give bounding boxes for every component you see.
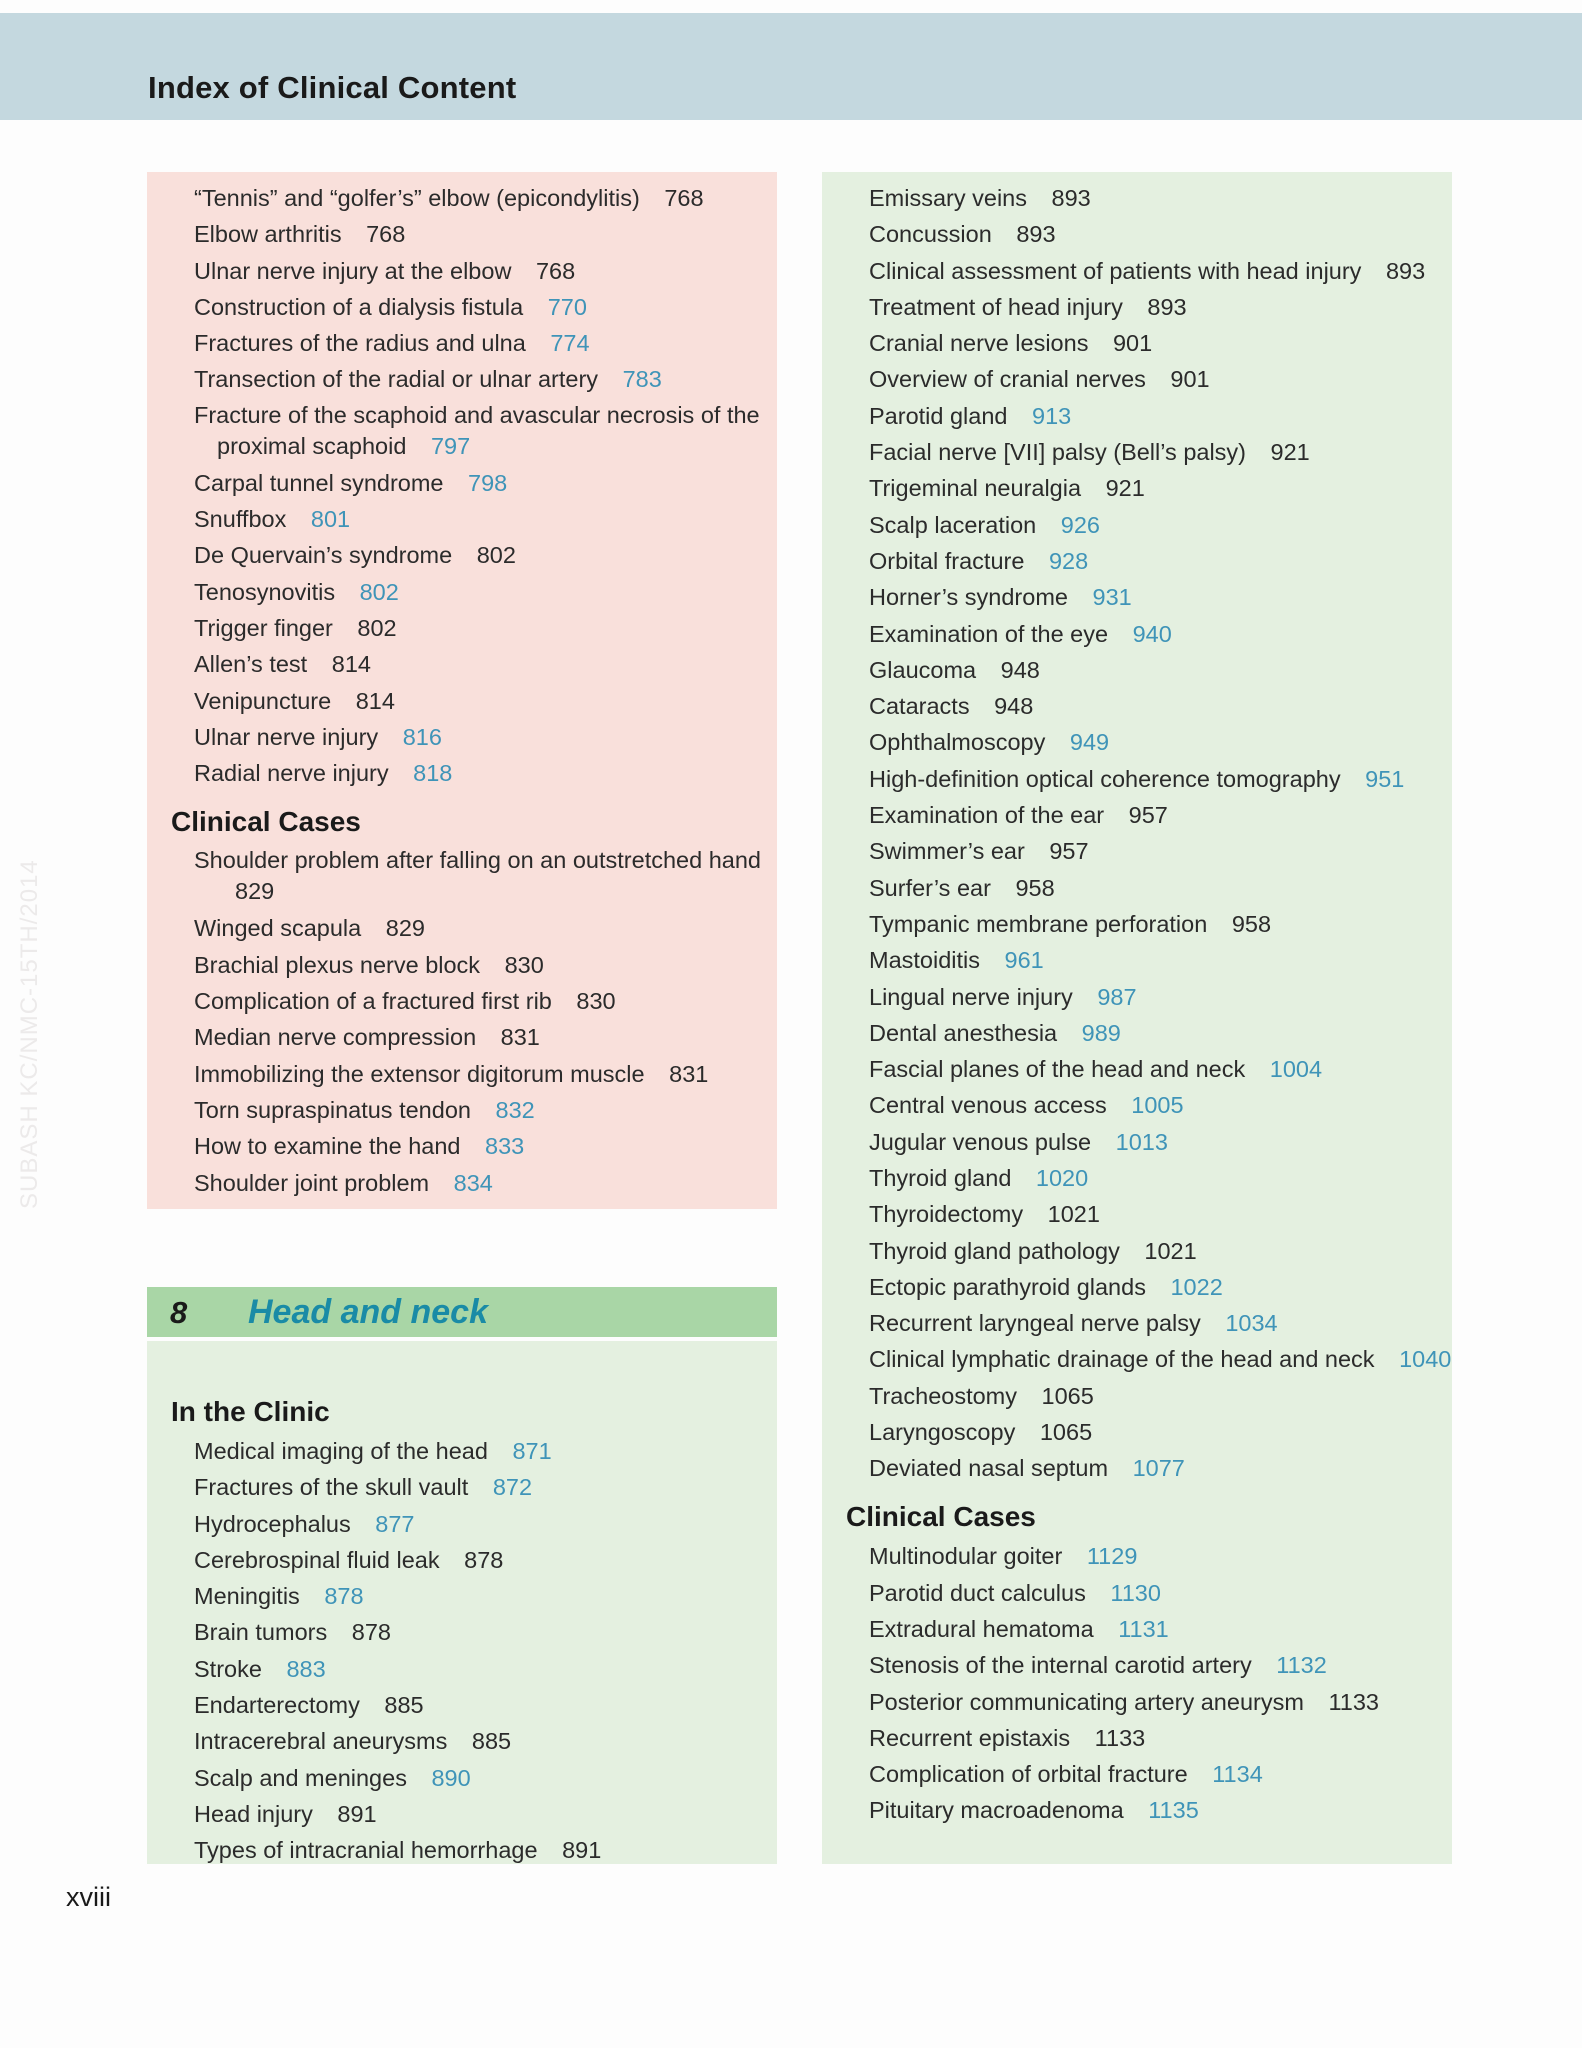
index-entry [147,1019,777,1055]
index-entry [822,180,1452,216]
index-entry [147,1128,777,1164]
index-entry-page: 829 [235,878,275,905]
index-entry-text: Scalp and meninges [194,1764,407,1791]
index-entry [822,1611,1452,1647]
index-entry-page[interactable]: 987 [1097,983,1137,1010]
index-entry [147,1469,777,1505]
index-entry-text: Cataracts [869,693,970,720]
index-entry [147,216,777,252]
index-entry-page: 891 [562,1837,602,1864]
index-entry-text: Complication of orbital fracture [869,1761,1188,1788]
index-entry-text: Torn supraspinatus tendon [194,1096,471,1123]
index-entry-page: 958 [1231,910,1272,937]
index-entry-text: Fractures of the radius and ulna [194,330,526,357]
page-number: xviii [66,1882,111,1912]
index-entry-text: Elbow arthritis [194,221,342,248]
index-entry [822,761,1452,797]
index-entry [147,1433,777,1469]
index-entry-text: Tracheostomy [869,1382,1018,1409]
index-entry-page[interactable]: 1013 [1115,1128,1168,1155]
index-entry-page[interactable]: 801 [310,506,351,533]
index-entry-text: Trigger finger [194,614,333,641]
index-entry-page[interactable]: 1004 [1269,1056,1323,1083]
section-heading: In the Clinic [171,1396,330,1427]
index-entry-page: 885 [471,1728,512,1755]
index-entry-page: 831 [669,1060,709,1087]
index-entry-text: Surfer’s ear [869,874,991,901]
index-entry-page: 1065 [1041,1382,1094,1409]
index-entry-text: “Tennis” and “golfer’s” elbow (epicondylitis) [194,185,640,211]
index-entry-page: 878 [351,1619,391,1646]
index-entry [147,1614,777,1650]
index-entry-page: 921 [1105,475,1145,502]
index-entry-page[interactable]: 1131 [1118,1615,1169,1642]
index-entry-page[interactable]: 774 [550,330,590,357]
chapter-heading-bar [147,1287,777,1337]
index-entry [822,1647,1452,1683]
index-entry [822,616,1452,652]
index-entry [822,1051,1452,1087]
index-entry-text: Ulnar nerve injury [194,723,379,750]
index-entry-page[interactable]: 798 [468,469,508,496]
index-entry-page: 893 [1016,221,1056,248]
index-entry-text: Radial nerve injury [194,760,389,787]
index-entry-text: Treatment of head injury [869,293,1123,320]
index-entry-text: Median nerve compression [194,1024,477,1051]
index-entry [147,610,777,646]
index-entry [822,361,1452,397]
index-entry-page[interactable]: 1129 [1086,1543,1138,1570]
index-entry-page[interactable]: 1022 [1170,1273,1223,1300]
index-entry [822,470,1452,506]
index-entry [822,1792,1452,1828]
index-entry-page: 957 [1049,838,1089,865]
index-entry [822,1269,1452,1305]
index-entry [147,361,777,397]
index-entry-text: Clinical assessment of patients with head injury [869,257,1362,284]
index-entry-page: 814 [355,687,395,714]
index-entry-page[interactable]: 1020 [1035,1165,1089,1192]
index-entry-text: Central venous access [869,1092,1107,1119]
index-entry-text: Lingual nerve injury [869,983,1073,1010]
index-entry [147,1165,777,1201]
index-entry [147,910,777,946]
index-entry [822,652,1452,688]
index-entry-page: 1133 [1328,1688,1379,1715]
index-entry-page[interactable]: 1134 [1212,1761,1263,1788]
index-entry-text: Examination of the eye [869,620,1109,647]
index-entry-text: Winged scapula [194,915,362,942]
index-entry-page[interactable]: 1040 [1399,1345,1452,1372]
index-entry [147,755,777,791]
index-entry-page[interactable]: 834 [453,1169,493,1196]
index-list-right [822,180,1452,1829]
index-entry [822,1342,1452,1378]
index-entry-text: Cranial nerve lesions [869,330,1089,357]
index-entry [147,1092,777,1128]
index-entry-page: 768 [535,257,576,284]
index-entry-page: 901 [1112,330,1153,357]
index-entry-page: 1021 [1047,1201,1100,1228]
index-entry-text: Stroke [194,1655,262,1682]
index-entry-page[interactable]: 1034 [1225,1310,1278,1337]
index-entry [147,1056,777,1092]
index-entry-page[interactable]: 989 [1081,1019,1121,1046]
index-entry-page: 802 [476,542,516,569]
index-entry [147,537,777,573]
index-entry-page: 901 [1170,366,1210,393]
index-entry-text: Swimmer’s ear [869,838,1025,865]
index-entry [822,398,1452,434]
index-entry-text: Types of intracranial hemorrhage [194,1837,538,1864]
index-entry [147,983,777,1019]
index-entry-page[interactable]: 1077 [1132,1455,1185,1482]
index-entry-page: 885 [384,1692,424,1719]
index-entry [147,289,777,325]
index-entry-text: Glaucoma [869,656,977,683]
index-entry-text: Fractures of the skull vault [194,1474,469,1501]
index-entry-page: 1065 [1039,1418,1093,1445]
index-entry [147,1760,777,1796]
index-entry [822,1305,1452,1341]
index-entry-page[interactable]: 783 [622,366,662,393]
index-entry-page: 830 [504,951,544,978]
index-entry-text: De Quervain’s syndrome [194,542,453,569]
index-entry [147,1506,777,1542]
index-entry-page[interactable]: 926 [1060,511,1100,538]
index-entry-page[interactable]: 877 [375,1510,415,1537]
index-entry-text: Ectopic parathyroid glands [869,1273,1146,1300]
index-entry-page: 768 [664,185,704,211]
index-entry [147,1651,777,1687]
page-title: Index of Clinical Content [148,70,517,105]
index-entry [822,1538,1452,1574]
index-entry-text: Recurrent epistaxis [869,1724,1071,1751]
index-entry-page[interactable]: 871 [512,1438,552,1464]
index-entry-page[interactable]: 883 [286,1655,326,1682]
index-entry-page: 893 [1385,257,1426,284]
index-entry-page[interactable]: 931 [1092,584,1132,611]
chapter-title: Head and neck [248,1293,488,1331]
index-entry [822,579,1452,615]
index-entry [822,724,1452,760]
index-entry [147,1832,777,1868]
index-entry-page[interactable]: 1135 [1148,1797,1199,1824]
index-entry-text: Fascial planes of the head and neck [869,1056,1246,1083]
index-entry-page: 830 [576,988,616,1015]
index-entry [147,253,777,289]
index-entry-page: 958 [1015,874,1055,901]
index-entry-page[interactable]: 832 [495,1096,535,1123]
index-entry [822,507,1452,543]
index-entry-page[interactable]: 818 [413,760,453,787]
index-entry-text: Snuffbox [194,506,287,533]
index-entry [147,180,777,216]
index-entry [147,1796,777,1832]
index-entry-text: Emissary veins [869,185,1028,211]
index-entry-page[interactable]: 872 [492,1474,533,1501]
index-entry-page[interactable]: 816 [402,723,442,750]
index-entry [822,289,1452,325]
index-list-left-top [147,180,777,1201]
index-entry-page: 1021 [1144,1237,1197,1264]
index-entry-page[interactable]: 928 [1048,547,1089,574]
index-entry [822,1756,1452,1792]
index-entry [147,646,777,682]
index-entry [147,501,777,537]
index-entry-page[interactable]: 913 [1032,402,1072,429]
index-entry-page: 891 [337,1800,377,1827]
index-entry [822,979,1452,1015]
index-entry [822,1087,1452,1123]
index-entry-page: 893 [1147,293,1187,320]
index-list-left-bottom [147,1381,777,1869]
index-entry [822,1575,1452,1611]
index-entry-text: Horner’s syndrome [869,584,1068,611]
index-entry [147,1542,777,1578]
index-entry-text: Tympanic membrane perforation [869,910,1208,937]
index-entry [822,216,1452,252]
index-entry-text: Clinical lymphatic drainage of the head and neck [869,1345,1375,1372]
index-entry-text: Cerebrospinal fluid leak [194,1546,440,1573]
index-entry [822,1720,1452,1756]
index-entry-text: Laryngoscopy [869,1418,1016,1445]
index-entry [147,574,777,610]
index-entry-text: Trigeminal neuralgia [869,475,1082,502]
section-heading: Clinical Cases [846,1501,1036,1533]
index-entry-text: Recurrent laryngeal nerve palsy [869,1310,1201,1337]
index-entry [822,543,1452,579]
index-entry [822,1414,1452,1450]
index-entry-text: Allen’s test [194,651,308,678]
index-entry-text: Construction of a dialysis fistula [194,293,524,320]
index-entry-text: How to examine the hand [194,1133,461,1160]
index-entry-page: 1133 [1094,1724,1146,1751]
index-entry-text: Venipuncture [194,687,332,714]
index-entry-text: Stenosis of the internal carotid artery [869,1652,1252,1679]
index-entry-text: Brain tumors [194,1619,328,1646]
index-entry-page[interactable]: 951 [1365,765,1405,792]
index-entry-page[interactable]: 833 [485,1133,525,1160]
index-entry [822,688,1452,724]
index-entry-page: 831 [500,1024,540,1051]
index-entry-page[interactable]: 949 [1069,729,1110,756]
index-entry-text: Thyroid gland pathology [869,1237,1120,1264]
index-entry-page[interactable]: 770 [547,293,587,320]
index-entry-text: Pituitary macroadenoma [869,1797,1124,1824]
index-entry-page: 948 [994,693,1034,720]
index-entry-text: Endarterectomy [194,1692,360,1719]
index-entry [822,1196,1452,1232]
index-entry [822,1124,1452,1160]
index-entry [822,325,1452,361]
index-entry-text: Thyroidectomy [869,1201,1024,1228]
index-entry-page: 893 [1051,185,1091,211]
index-entry-text: Ulnar nerve injury at the elbow [194,257,512,284]
index-entry-page: 802 [357,614,397,641]
index-entry-text: Complication of a fractured first rib [194,988,552,1015]
index-entry-page[interactable]: 797 [430,432,471,459]
index-entry-text: Parotid gland [869,402,1008,429]
index-entry-page: 878 [464,1546,504,1573]
index-entry-text: Posterior communicating artery aneurysm [869,1688,1304,1715]
watermark: SUBASH KC/NMC-15TH/2014 [16,859,43,1209]
index-entry [822,434,1452,470]
index-entry-text: Medical imaging of the head [194,1438,488,1464]
index-entry-page: 768 [366,221,406,248]
index-entry [822,942,1452,978]
index-entry [147,843,777,910]
index-entry-text: Ophthalmoscopy [869,729,1046,756]
index-entry [822,870,1452,906]
index-entry-text: Head injury [194,1800,313,1827]
index-entry [147,1578,777,1614]
index-entry [147,398,777,465]
index-entry [822,1450,1452,1486]
index-entry-page[interactable]: 961 [1004,947,1044,974]
index-entry [822,253,1452,289]
index-entry-text: Extradural hematoma [869,1615,1094,1642]
index-entry-text: Shoulder problem after falling on an outstretched hand [194,847,761,874]
index-entry [822,1378,1452,1414]
index-entry-text: Immobilizing the extensor digitorum muscle [194,1060,645,1087]
index-entry [822,833,1452,869]
index-entry-text: Tenosynovitis [194,578,336,605]
index-entry-text: Deviated nasal septum [869,1455,1109,1482]
index-entry-text: Concussion [869,221,992,248]
index-entry-text: Jugular venous pulse [869,1128,1092,1155]
index-entry-page: 829 [385,915,425,942]
index-entry-text: Transection of the radial or ulnar artery [194,366,599,393]
index-entry-text: Meningitis [194,1583,300,1610]
index-entry-text: Carpal tunnel syndrome [194,469,444,496]
index-entry-text: Dental anesthesia [869,1019,1058,1046]
index-entry-text: Parotid duct calculus [869,1579,1086,1606]
index-entry-text: Examination of the ear [869,802,1105,829]
index-entry-page[interactable]: 1130 [1110,1579,1161,1606]
index-entry-text: Intracerebral aneurysms [194,1728,448,1755]
index-entry [147,719,777,755]
index-entry-text: High-definition optical coherence tomography [869,765,1341,792]
index-entry-page: 957 [1128,802,1168,829]
index-entry [147,325,777,361]
index-entry-page[interactable]: 1005 [1131,1092,1184,1119]
index-entry-text: Fracture of the scaphoid and avascular necrosis of the proximal scaphoid [194,401,760,459]
index-entry-text: Overview of cranial nerves [869,366,1146,393]
index-entry [147,1723,777,1759]
index-entry-text: Multinodular goiter [869,1543,1063,1570]
index-entry [147,683,777,719]
index-entry-page: 948 [1000,656,1040,683]
index-entry [822,1015,1452,1051]
index-entry-page: 814 [331,651,371,678]
index-entry-text: Orbital fracture [869,547,1025,574]
index-entry [822,1160,1452,1196]
index-entry-text: Shoulder joint problem [194,1169,430,1196]
index-entry [822,906,1452,942]
index-entry-text: Thyroid gland [869,1165,1012,1192]
index-entry-page[interactable]: 878 [324,1583,364,1610]
chapter-number: 8 [170,1295,188,1330]
index-entry [822,1233,1452,1269]
index-entry-page[interactable]: 802 [359,578,399,605]
index-entry-text: Mastoiditis [869,947,981,974]
index-entry [822,1684,1452,1720]
index-entry [147,465,777,501]
index-entry-page: 921 [1270,439,1310,466]
index-entry-text: Hydrocephalus [194,1510,351,1537]
section-heading: Clinical Cases [171,806,361,838]
index-entry-text: Brachial plexus nerve block [194,951,481,978]
index-entry-page[interactable]: 890 [431,1764,471,1791]
index-entry-page[interactable]: 1132 [1276,1652,1327,1679]
index-entry-page[interactable]: 940 [1132,620,1172,647]
index-entry-text: Facial nerve [VII] palsy (Bell’s palsy) [869,439,1247,466]
index-entry [147,1687,777,1723]
index-entry [147,947,777,983]
index-entry [822,797,1452,833]
index-entry-text: Scalp laceration [869,511,1037,538]
